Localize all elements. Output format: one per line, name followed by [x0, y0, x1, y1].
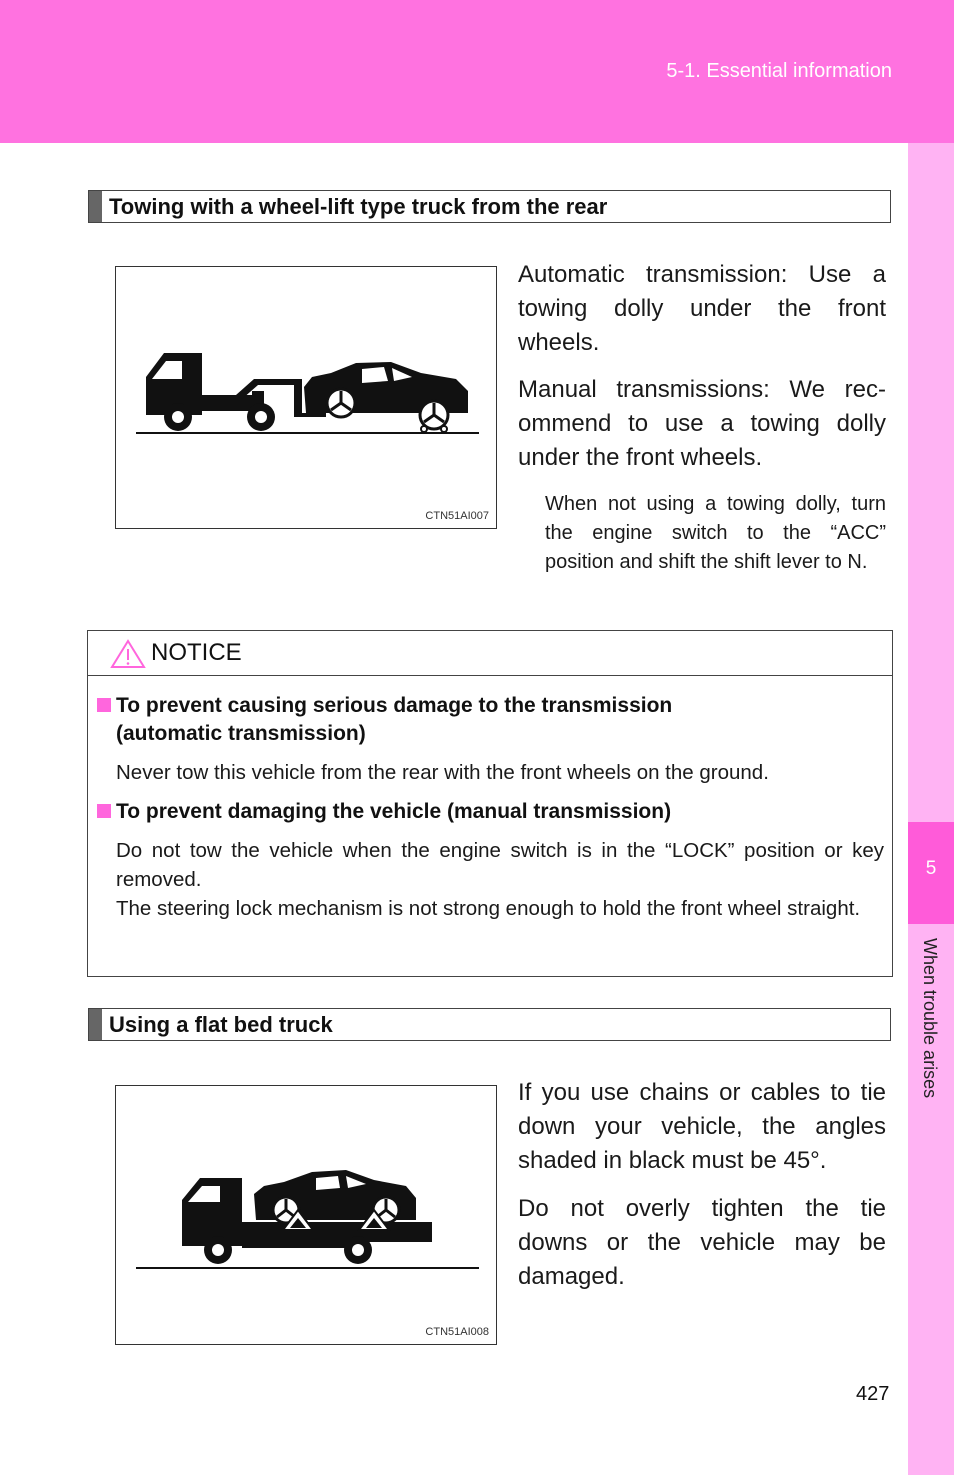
- notice-item-text: The steering lock mechanism is not strong enough to hold the front wheel straight.: [116, 897, 861, 920]
- paragraph-manual: Manual transmissions: We rec-ommend to use a towing dolly under the front wheels.: [518, 376, 886, 471]
- warning-triangle-icon: [110, 639, 146, 669]
- chapter-number: 5: [925, 858, 937, 879]
- figure-code: CTN51AI008: [425, 1326, 489, 1338]
- notice-item-title: To prevent damaging the vehicle (manual transmission): [116, 800, 672, 823]
- notice-item-subtitle: (automatic transmission): [116, 722, 366, 745]
- chapter-title: When trouble arises: [920, 938, 940, 1099]
- page-header: [0, 0, 954, 143]
- wheel-lift-truck-drawing: [116, 267, 498, 530]
- section-title: 5-1. Essential information: [666, 60, 892, 82]
- paragraph-tie-down-angle: If you use chains or cables to tie down your vehicle, the angles shaded in black must be 45°.: [518, 1079, 886, 1174]
- heading-bar: [89, 191, 102, 222]
- notice-header: [88, 631, 892, 676]
- chapter-side-strip: [908, 143, 954, 1475]
- paragraph-automatic: Automatic transmission: Use a towing dolly under the front wheels.: [518, 261, 886, 356]
- notice-label: NOTICE: [151, 639, 242, 666]
- chapter-tab[interactable]: [908, 822, 954, 924]
- figure-code: CTN51AI007: [425, 510, 489, 522]
- flat-bed-illustration: [115, 1085, 497, 1345]
- note-no-dolly: When not using a towing dolly, turn the engine switch to the “ACC” position and shift the shift lever to N.: [545, 493, 886, 573]
- notice-box: [87, 630, 893, 977]
- section-heading-text: Towing with a wheel-lift type truck from the rear: [109, 194, 608, 219]
- section-heading-wheel-lift: [88, 190, 891, 223]
- wheel-lift-illustration: [115, 266, 497, 529]
- section-heading-text: Using a flat bed truck: [109, 1012, 333, 1037]
- notice-item-text: Never tow this vehicle from the rear with the front wheels on the ground.: [116, 761, 769, 784]
- notice-item-text: Do not tow the vehicle when the engine switch is in the “LOCK” position or key removed.: [116, 839, 884, 891]
- paragraph-tie-down-tension: Do not overly tighten the tie downs or the vehicle may be damaged.: [518, 1195, 886, 1290]
- bullet-square: [97, 698, 111, 712]
- section-heading-flat-bed: [88, 1008, 891, 1041]
- page-number: 427: [856, 1383, 890, 1405]
- heading-bar: [89, 1009, 102, 1040]
- bullet-square: [97, 804, 111, 818]
- flat-bed-truck-drawing: [116, 1086, 498, 1346]
- notice-item-title: To prevent causing serious damage to the transmission: [116, 694, 673, 717]
